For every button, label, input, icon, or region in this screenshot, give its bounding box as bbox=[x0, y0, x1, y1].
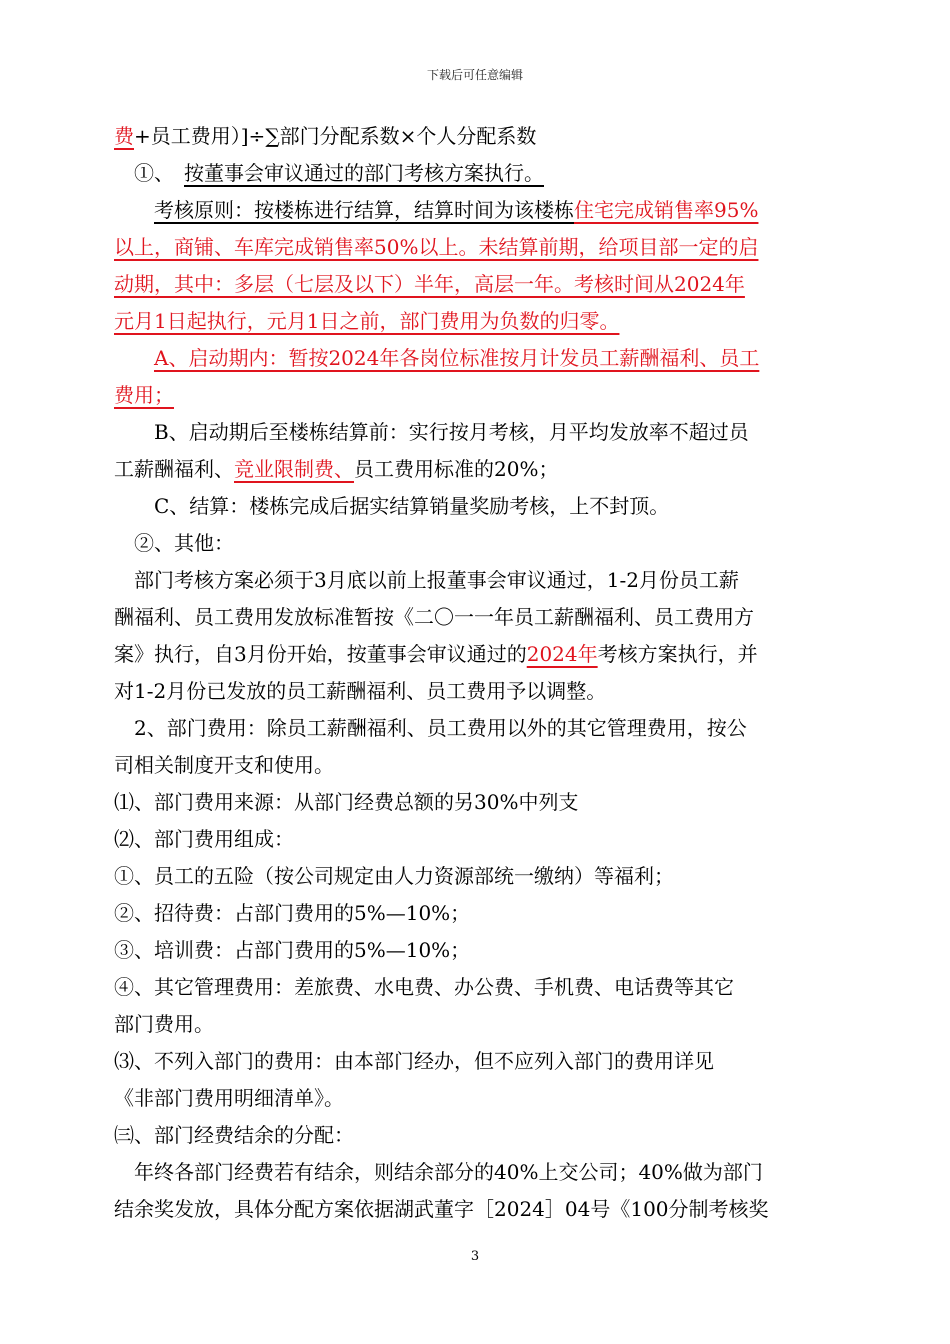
highlighted-text: 动期，其中：多层（七层及以下）半年，高层一年。考核时间从2024年 bbox=[114, 272, 745, 296]
text-line bbox=[114, 858, 838, 895]
document-body bbox=[114, 118, 838, 1228]
text-line bbox=[114, 303, 838, 340]
text-segment: +员工费用）]÷∑部门分配系数×个人分配系数 bbox=[134, 124, 537, 148]
text-line bbox=[114, 1043, 838, 1080]
text-line bbox=[114, 488, 838, 525]
text-segment bbox=[114, 198, 154, 222]
text-segment: 考核方案执行，并 bbox=[597, 642, 758, 666]
highlighted-text: 费用； bbox=[114, 383, 174, 407]
text-segment: ㈢、部门经费结余的分配： bbox=[114, 1123, 354, 1147]
text-segment: 工薪酬福利、 bbox=[114, 457, 234, 481]
text-segment: ①、 bbox=[114, 161, 184, 185]
text-line bbox=[114, 192, 838, 229]
text-line bbox=[114, 747, 838, 784]
text-segment: ②、招待费：占部门费用的5%—10%； bbox=[114, 901, 471, 925]
text-line bbox=[114, 1080, 838, 1117]
text-line bbox=[114, 562, 838, 599]
text-segment: ④、其它管理费用：差旅费、水电费、办公费、手机费、电话费等其它 bbox=[114, 975, 734, 999]
text-segment bbox=[114, 346, 154, 370]
highlighted-text: 住宅完成销售率95% bbox=[574, 198, 759, 222]
text-line bbox=[114, 1117, 838, 1154]
text-segment: B、启动期后至楼栋结算前：实行按月考核，月平均发放率不超过员 bbox=[114, 420, 749, 444]
page-number: 3 bbox=[470, 1249, 480, 1264]
text-line bbox=[114, 451, 838, 488]
text-segment: 部门费用。 bbox=[114, 1012, 214, 1036]
text-segment: ⑴、部门费用来源：从部门经费总额的另30%中列支 bbox=[114, 790, 579, 814]
text-segment: 2、部门费用：除员工薪酬福利、员工费用以外的其它管理费用，按公 bbox=[114, 716, 747, 740]
highlighted-text: 元月1日起执行，元月1日之前，部门费用为负数的归零。 bbox=[114, 309, 620, 333]
text-line bbox=[114, 895, 838, 932]
text-segment: ①、员工的五险（按公司规定由人力资源部统一缴纳）等福利； bbox=[114, 864, 674, 888]
text-line bbox=[114, 1006, 838, 1043]
text-line bbox=[114, 155, 838, 192]
highlighted-text: 2024年 bbox=[526, 642, 598, 666]
highlighted-text: 以上，商铺、车库完成销售率50%以上。未结算前期，给项目部一定的启 bbox=[114, 235, 759, 259]
page-header: 下载后可任意编辑 bbox=[426, 68, 523, 82]
text-segment: 案》执行，自3月份开始，按董事会审议通过的 bbox=[114, 642, 527, 666]
text-segment: ⑵、部门费用组成： bbox=[114, 827, 294, 851]
text-segment: C、结算：楼栋完成后据实结算销量奖励考核，上不封顶。 bbox=[114, 494, 670, 518]
text-line bbox=[114, 118, 838, 155]
text-segment: 按董事会审议通过的部门考核方案执行。 bbox=[184, 161, 544, 185]
text-segment: 年终各部门经费若有结余，则结余部分的40%上交公司；40%做为部门 bbox=[114, 1160, 763, 1184]
text-line bbox=[114, 340, 838, 377]
text-line bbox=[114, 673, 838, 710]
text-segment: 司相关制度开支和使用。 bbox=[114, 753, 334, 777]
text-segment: 酬福利、员工费用发放标准暂按《二〇一一年员工薪酬福利、员工费用方 bbox=[114, 605, 754, 629]
text-line bbox=[114, 377, 838, 414]
text-line bbox=[114, 414, 838, 451]
text-line bbox=[114, 710, 838, 747]
text-line bbox=[114, 969, 838, 1006]
highlighted-text: A、启动期内：暂按2024年各岗位标准按月计发员工薪酬福利、员工 bbox=[154, 346, 760, 370]
text-segment: 对1-2月份已发放的员工薪酬福利、员工费用予以调整。 bbox=[114, 679, 607, 703]
text-line bbox=[114, 525, 838, 562]
text-line bbox=[114, 266, 838, 303]
text-line bbox=[114, 784, 838, 821]
text-segment: ②、其他： bbox=[114, 531, 234, 555]
text-line bbox=[114, 1154, 838, 1191]
text-line bbox=[114, 599, 838, 636]
text-segment: ③、培训费：占部门费用的5%—10%； bbox=[114, 938, 471, 962]
text-segment: 员工费用标准的20%； bbox=[354, 457, 559, 481]
highlighted-text: 竞业限制费、 bbox=[234, 457, 354, 481]
text-line bbox=[114, 1191, 838, 1228]
highlighted-text: 费 bbox=[114, 124, 134, 148]
text-line bbox=[114, 636, 838, 673]
text-segment: 《非部门费用明细清单》。 bbox=[114, 1086, 344, 1110]
text-segment: 考核原则：按楼栋进行结算，结算时间为该楼栋 bbox=[154, 198, 574, 222]
text-line bbox=[114, 932, 838, 969]
text-line bbox=[114, 821, 838, 858]
text-segment: 结余奖发放，具体分配方案依据湖武董字［2024］04号《100分制考核奖 bbox=[114, 1197, 769, 1221]
text-segment: 部门考核方案必须于3月底以前上报董事会审议通过，1-2月份员工薪 bbox=[114, 568, 739, 592]
text-line bbox=[114, 229, 838, 266]
text-segment: ⑶、不列入部门的费用：由本部门经办，但不应列入部门的费用详见 bbox=[114, 1049, 714, 1073]
